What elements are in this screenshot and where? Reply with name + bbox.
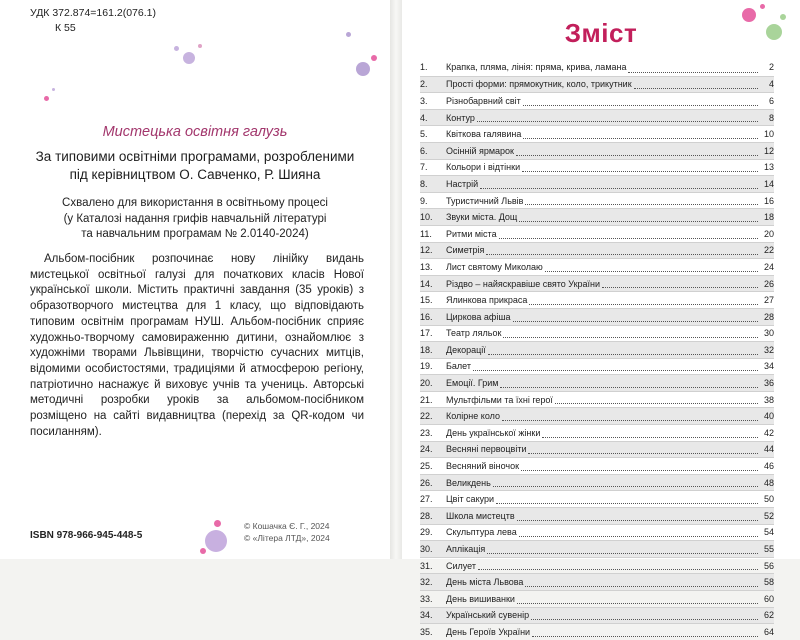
- toc-page-number: 13: [763, 162, 774, 173]
- toc-leader-dots: [487, 553, 758, 554]
- toc-page-number: 6: [768, 95, 774, 106]
- toc-lesson-title: Український сувенір: [446, 610, 530, 621]
- toc-row: [420, 457, 774, 474]
- toc-row: [420, 441, 774, 458]
- toc-leader-dots: [502, 420, 758, 421]
- toc-lesson-title: Цвіт сакури: [446, 494, 495, 505]
- toc-row: [420, 524, 774, 541]
- toc-lesson-title: Туристичний Львів: [446, 195, 524, 206]
- toc-lesson-title: Декорації: [446, 344, 486, 355]
- toc-lesson-number: 11.: [420, 228, 432, 239]
- toc-leader-dots: [513, 321, 758, 322]
- toc-row: [420, 391, 774, 408]
- toc-row: [420, 159, 774, 176]
- toc-lesson-number: 14.: [420, 278, 433, 289]
- toc-leader-dots: [480, 188, 758, 189]
- left-page: [0, 0, 390, 559]
- toc-leader-dots: [473, 370, 758, 371]
- toc-leader-dots: [500, 387, 758, 388]
- toc-row: [420, 607, 774, 624]
- toc-leader-dots: [519, 221, 758, 222]
- udk-classification: [30, 6, 156, 36]
- toc-leader-dots: [496, 503, 758, 504]
- toc-row: [420, 258, 774, 275]
- toc-lesson-number: 35.: [420, 626, 433, 637]
- toc-leader-dots: [523, 105, 758, 106]
- toc-lesson-number: 6.: [420, 145, 428, 156]
- paint-blot-decoration: [356, 62, 370, 76]
- toc-page-number: 55: [763, 544, 774, 555]
- toc-lesson-number: 1.: [420, 62, 428, 73]
- toc-page-number: 44: [763, 444, 774, 455]
- toc-row: [420, 490, 774, 507]
- toc-leader-dots: [486, 254, 758, 255]
- toc-row: [420, 474, 774, 491]
- toc-row: [420, 358, 774, 375]
- toc-page-number: 48: [763, 477, 774, 488]
- toc-leader-dots: [529, 304, 758, 305]
- book-description: Альбом-посібник розпочинає нову лінійку видань мистецької освітньої галузі для початкових класів Нової української школи. Містить практичні завдання (35 уроків) з образотворчого мистецтва для 1 класу, що відповідають типовим освітнім програмам НУШ. Альбом-посібник сприяє художньо-творчому самовираженню дитини, ознайомлює з художніми творами Львівщини, творчістю сучасних митців, відомими особистостями, традиціями й атмосферою регіону, патріотично наснажує й виховує учнів та учениць. Авторські методичні розробки уроків за альбомом-посібником розміщено на сайті видавництва (перехід за QR-кодом чи посиланням).: [30, 253, 364, 438]
- toc-leader-dots: [522, 171, 758, 172]
- paint-blot-decoration: [214, 520, 221, 527]
- toc-page-number: 12: [763, 145, 774, 156]
- toc-page-number: 28: [763, 311, 774, 322]
- toc-row: [420, 623, 774, 640]
- toc-page-number: 22: [763, 245, 774, 256]
- toc-lesson-title: Різнобарвний світ: [446, 95, 521, 106]
- toc-lesson-number: 30.: [420, 544, 433, 555]
- toc-lesson-number: 31.: [420, 560, 433, 571]
- approval-notice: [0, 196, 390, 243]
- toc-lesson-title: День Героїв України: [446, 626, 531, 637]
- toc-leader-dots: [545, 271, 758, 272]
- toc-row: [420, 125, 774, 142]
- toc-page-number: 27: [763, 295, 774, 306]
- toc-lesson-number: 10.: [420, 212, 433, 223]
- toc-lesson-title: Емоції. Грим: [446, 378, 499, 389]
- toc-page-number: 64: [763, 626, 774, 637]
- toc-leader-dots: [602, 287, 758, 288]
- toc-lesson-number: 17.: [420, 328, 433, 339]
- toc-lesson-title: Силует: [446, 560, 477, 571]
- toc-lesson-title: Ялинкова прикраса: [446, 295, 528, 306]
- toc-lesson-title: Мультфільми та їхні герої: [446, 394, 553, 405]
- toc-lesson-number: 32.: [420, 577, 433, 588]
- toc-row: [420, 573, 774, 590]
- toc-leader-dots: [523, 138, 758, 139]
- toc-lesson-number: 9.: [420, 195, 428, 206]
- toc-row: [420, 142, 774, 159]
- toc-row: [420, 590, 774, 607]
- toc-leader-dots: [634, 88, 758, 89]
- copyright-author: © Кошачка Є. Г., 2024: [244, 521, 330, 531]
- toc-lesson-number: 15.: [420, 295, 433, 306]
- subtitle-line: За типовими освітніми програмами, розробленими: [35, 149, 355, 164]
- paint-blot-decoration: [198, 44, 202, 48]
- toc-row: [420, 225, 774, 242]
- toc-row: [420, 557, 774, 574]
- toc-lesson-title: День української жінки: [446, 427, 541, 438]
- toc-page-number: 40: [763, 411, 774, 422]
- approval-line: (у Каталозі надання грифів навчальній літературі: [63, 212, 327, 225]
- toc-lesson-title: Кольори і відтінки: [446, 162, 521, 173]
- toc-lesson-title: Контур: [446, 112, 475, 123]
- toc-lesson-number: 29.: [420, 527, 433, 538]
- toc-lesson-number: 2.: [420, 79, 428, 90]
- toc-page-number: 10: [763, 129, 774, 140]
- paint-blot-decoration: [174, 46, 179, 51]
- toc-row: [420, 92, 774, 109]
- toc-lesson-title: Симетрія: [446, 245, 485, 256]
- toc-lesson-number: 5.: [420, 129, 428, 140]
- toc-row: [420, 424, 774, 441]
- paint-blot-decoration: [346, 32, 351, 37]
- toc-lesson-number: 20.: [420, 378, 433, 389]
- toc-leader-dots: [628, 72, 758, 73]
- book-gutter: [390, 0, 402, 559]
- toc-row: [420, 175, 774, 192]
- paint-blot-decoration: [183, 52, 195, 64]
- toc-lesson-title: Театр ляльок: [446, 328, 502, 339]
- toc-page-number: 24: [763, 261, 774, 272]
- toc-leader-dots: [503, 337, 758, 338]
- toc-lesson-title: Школа мистецтв: [446, 510, 515, 521]
- toc-lesson-title: Прості форми: прямокутник, коло, трикутник: [446, 79, 632, 90]
- toc-lesson-number: 22.: [420, 411, 433, 422]
- toc-row: [420, 291, 774, 308]
- toc-page-number: 60: [763, 593, 774, 604]
- toc-lesson-number: 18.: [420, 344, 433, 355]
- toc-lesson-title: Різдво – найяскравіше свято України: [446, 278, 601, 289]
- toc-row: [420, 540, 774, 557]
- toc-leader-dots: [531, 619, 758, 620]
- toc-row: [420, 192, 774, 209]
- toc-row: [420, 242, 774, 259]
- toc-lesson-title: Ритми міста: [446, 228, 497, 239]
- toc-page-number: 38: [763, 394, 774, 405]
- toc-leader-dots: [517, 520, 758, 521]
- toc-leader-dots: [525, 586, 758, 587]
- toc-row: [420, 208, 774, 225]
- toc-lesson-title: Лист святому Миколаю: [446, 261, 543, 272]
- toc-lesson-title: Балет: [446, 361, 471, 372]
- toc-row: [420, 407, 774, 424]
- toc-page-number: 46: [763, 461, 774, 472]
- toc-page-number: 8: [768, 112, 774, 123]
- approval-line: та навчальним програмам № 2.0140-2024): [81, 228, 309, 240]
- toc-leader-dots: [532, 636, 758, 637]
- toc-lesson-number: 21.: [420, 394, 433, 405]
- toc-lesson-title: Звуки міста. Дощ: [446, 212, 518, 223]
- toc-page-number: 16: [763, 195, 774, 206]
- subtitle-line: під керівництвом О. Савченко, Р. Шияна: [69, 167, 321, 182]
- toc-row: [420, 341, 774, 358]
- toc-page-number: 18: [763, 212, 774, 223]
- toc-leader-dots: [555, 403, 758, 404]
- toc-row: [420, 59, 774, 76]
- udk-code: УДК 372.874=161.2(076.1): [30, 7, 156, 19]
- toc-lesson-number: 8.: [420, 178, 428, 189]
- toc-row: [420, 275, 774, 292]
- toc-lesson-title: Весняний віночок: [446, 461, 520, 472]
- toc-page-number: 30: [763, 328, 774, 339]
- toc-lesson-title: Циркова афіша: [446, 311, 511, 322]
- toc-row: [420, 325, 774, 342]
- toc-lesson-title: Квіткова галявина: [446, 129, 522, 140]
- paint-blot-decoration: [44, 96, 49, 101]
- toc-leader-dots: [493, 486, 758, 487]
- paint-blot-decoration: [760, 4, 765, 9]
- toc-lesson-number: 16.: [420, 311, 433, 322]
- toc-row: [420, 374, 774, 391]
- toc-row: [420, 76, 774, 93]
- toc-page-number: 36: [763, 378, 774, 389]
- toc-lesson-number: 7.: [420, 162, 428, 173]
- toc-lesson-number: 13.: [420, 261, 433, 272]
- paint-blot-decoration: [52, 88, 55, 91]
- toc-lesson-title: Колірне коло: [446, 411, 500, 422]
- toc-page-number: 4: [768, 79, 774, 90]
- toc-lesson-title: Осінній ярмарок: [446, 145, 514, 156]
- toc-lesson-title: Скульптура лева: [446, 527, 517, 538]
- toc-lesson-number: 25.: [420, 461, 433, 472]
- toc-page-number: 54: [763, 527, 774, 538]
- toc-page-number: 56: [763, 560, 774, 571]
- toc-lesson-number: 23.: [420, 427, 433, 438]
- isbn: ISBN 978-966-945-448-5: [30, 530, 143, 541]
- toc-page-number: 20: [763, 228, 774, 239]
- toc-lesson-title: Великдень: [446, 477, 491, 488]
- toc-lesson-number: 26.: [420, 477, 433, 488]
- paint-blot-decoration: [205, 530, 227, 552]
- toc-lesson-number: 24.: [420, 444, 433, 455]
- toc-heading: Зміст: [564, 18, 638, 48]
- toc-lesson-number: 4.: [420, 112, 428, 123]
- toc-leader-dots: [525, 204, 758, 205]
- toc-lesson-number: 3.: [420, 95, 428, 106]
- toc-leader-dots: [499, 238, 758, 239]
- toc-leader-dots: [478, 569, 758, 570]
- program-subtitle: [0, 148, 390, 184]
- toc-leader-dots: [477, 121, 758, 122]
- copyright-block: [244, 520, 330, 544]
- paint-blot-decoration: [200, 548, 206, 554]
- toc-lesson-number: 19.: [420, 361, 433, 372]
- approval-line: Схвалено для використання в освітньому процесі: [62, 197, 328, 209]
- subject-field-title: Мистецька освітня галузь: [102, 124, 288, 140]
- toc-page-number: 50: [763, 494, 774, 505]
- toc-lesson-title: День вишиванки: [446, 593, 515, 604]
- table-of-contents: [420, 59, 774, 640]
- toc-page-number: 14: [763, 178, 774, 189]
- toc-row: [420, 308, 774, 325]
- toc-leader-dots: [521, 470, 758, 471]
- toc-leader-dots: [488, 354, 758, 355]
- toc-lesson-title: Крапка, пляма, лінія: пряма, крива, ламана: [446, 62, 627, 73]
- toc-lesson-title: Настрій: [446, 178, 479, 189]
- toc-page-number: 62: [763, 610, 774, 621]
- toc-page-number: 58: [763, 577, 774, 588]
- toc-lesson-number: 27.: [420, 494, 433, 505]
- author-index: К 55: [55, 22, 76, 34]
- toc-page-number: 42: [763, 427, 774, 438]
- toc-leader-dots: [519, 536, 758, 537]
- toc-lesson-number: 28.: [420, 510, 433, 521]
- toc-lesson-title: День міста Львова: [446, 577, 524, 588]
- toc-page-number: 32: [763, 344, 774, 355]
- toc-lesson-number: 34.: [420, 610, 433, 621]
- toc-lesson-number: 33.: [420, 593, 433, 604]
- toc-page-number: 52: [763, 510, 774, 521]
- toc-page-number: 34: [763, 361, 774, 372]
- copyright-publisher: © «Літера ЛТД», 2024: [244, 533, 330, 543]
- paint-blot-decoration: [371, 55, 377, 61]
- toc-lesson-number: 12.: [420, 245, 433, 256]
- toc-page-number: 2: [768, 62, 774, 73]
- toc-row: [420, 109, 774, 126]
- toc-lesson-title: Весняні первоцвіти: [446, 444, 527, 455]
- toc-page-number: 26: [763, 278, 774, 289]
- toc-leader-dots: [517, 603, 758, 604]
- toc-leader-dots: [516, 155, 758, 156]
- toc-leader-dots: [528, 453, 758, 454]
- toc-row: [420, 507, 774, 524]
- toc-leader-dots: [542, 437, 758, 438]
- toc-lesson-title: Аплікація: [446, 544, 486, 555]
